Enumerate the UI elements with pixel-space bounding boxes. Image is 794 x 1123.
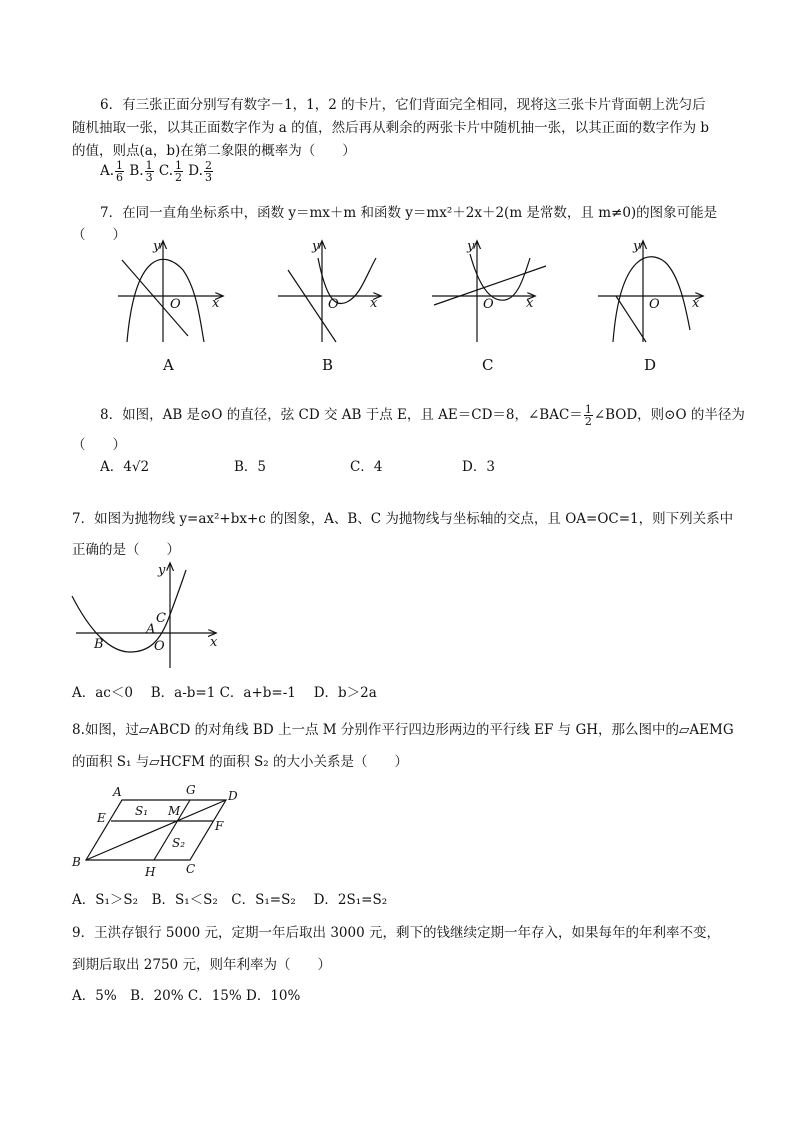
q8a-line-2: （ ） <box>72 437 126 453</box>
q7a-graph-d-x-label: x <box>692 296 700 311</box>
q8b-point-m: M <box>168 804 181 818</box>
q8b-point-a: A <box>113 785 122 799</box>
q8b-area-s1: S₁ <box>135 804 149 818</box>
q6-option-d: D. $\frac{2}{3}$ <box>188 159 212 184</box>
q7a-graph-a-label: A <box>163 356 174 374</box>
q9-line-1: 9．王洪存银行 5000 元，定期一年后取出 3000 元，剩下的钱继续定期一年存入，如果每年的年利率不变， <box>72 925 720 941</box>
q7a-line-1: 7．在同一直角坐标系中，函数 y＝mx＋m 和函数 y＝mx²＋2x＋2(m 是常数，且 m≠0)的图象可能是 <box>100 205 718 221</box>
q8b-options: A．S₁＞S₂ B．S₁＜S₂ C．S₁=S₂ D．2S₁=S₂ <box>72 892 388 908</box>
q7a-graph-d-origin: O <box>649 297 660 312</box>
q8b-lines <box>86 800 226 860</box>
q7b-line-2: 正确的是（ ） <box>72 542 180 558</box>
q7b-point-a: A <box>146 622 156 637</box>
q7a-graph-b-label: B <box>322 356 334 374</box>
q7a-graph-a-x-label: x <box>212 296 220 311</box>
q7a-graph-d-y-label: y <box>633 239 641 254</box>
q7a-graph-b-x-label: x <box>370 296 378 311</box>
q8a-line-1: 8．如图，AB 是⊙O 的直径，弦 CD 交 AB 于点 E，且 AE＝CD＝8，∠BAC＝ $\frac{1}{2}$ ∠BOD，则⊙O 的半径为 <box>100 403 745 428</box>
q8a-option-b: B．5 <box>234 459 267 475</box>
q9-options: A．5% B．20% C．15% D．10% <box>72 988 301 1004</box>
q9-line-2: 到期后取出 2750 元，则年利率为（ ） <box>72 957 331 973</box>
q8b-point-e: E <box>97 811 106 825</box>
q7a-graph-c-y-label: y <box>467 239 475 254</box>
q6-option-b: B. $\frac{1}{3}$ <box>129 159 153 184</box>
q7b-y-label: y <box>158 563 166 578</box>
q8a-option-d: D．3 <box>462 459 495 475</box>
q8b-point-g: G <box>186 783 196 797</box>
q7a-graph-c-x-label: x <box>526 296 534 311</box>
q8b-point-c: C <box>186 862 196 876</box>
q7b-point-c: C <box>156 611 166 626</box>
q8a-option-c: C．4 <box>350 459 383 475</box>
q8b-line-1: 8.如图，过▱ABCD 的对角线 BD 上一点 M 分别作平行四边形两边的平行线 EF 与 GH，那么图中的▱AEMG <box>72 722 734 738</box>
q7b-line-1: 7．如图为抛物线 y=ax²+bx+c 的图象，A、B、C 为抛物线与坐标轴的交点，且 OA=OC=1，则下列关系中 <box>72 511 734 527</box>
q7a-graph-d-label: D <box>644 356 657 374</box>
q7a-graph-c-label: C <box>482 356 494 374</box>
q7b-x-label: x <box>210 635 218 650</box>
q6-option-c: C. $\frac{1}{2}$ <box>158 159 182 184</box>
q7a-graph-a-origin: O <box>170 297 181 312</box>
q6-option-a: A. $\frac{1}{6}$ <box>100 159 124 184</box>
q8b-area-s2: S₂ <box>172 836 186 850</box>
q7b-point-b: B <box>94 637 104 652</box>
q8b-point-f: F <box>215 819 224 833</box>
q8b-line-2: 的面积 S₁ 与▱HCFM 的面积 S₂ 的大小关系是（ ） <box>72 754 408 770</box>
q6-line-2: 随机抽取一张，以其正面数字作为 a 的值，然后再从剩余的两张卡片中随机抽一张，以其正面的数字作为 b <box>72 120 710 136</box>
q7a-graph-c-origin: O <box>483 297 494 312</box>
q7a-line-2: （ ） <box>72 227 126 243</box>
q8b-point-d: D <box>228 789 238 803</box>
q7b-origin: O <box>154 639 165 654</box>
q7a-graph-b-origin: O <box>328 297 339 312</box>
q8b-point-h: H <box>145 865 156 879</box>
q7a-graph-b-y-label: y <box>312 239 320 254</box>
q6-line-3: 的值，则点(a，b)在第二象限的概率为（ ） <box>72 143 356 159</box>
q7a-graph-a-y-label: y <box>153 239 161 254</box>
q8a-option-a: A．4√2 <box>100 459 150 475</box>
q8b-point-b: B <box>72 855 81 869</box>
q6-line-1: 6．有三张正面分别写有数字－1，1，2 的卡片，它们背面完全相同，现将这三张卡片背面朝上洗匀后 <box>100 97 706 113</box>
q7b-options: A．ac＜0 B．a-b=1 C．a+b=-1 D．b＞2a <box>72 685 377 701</box>
